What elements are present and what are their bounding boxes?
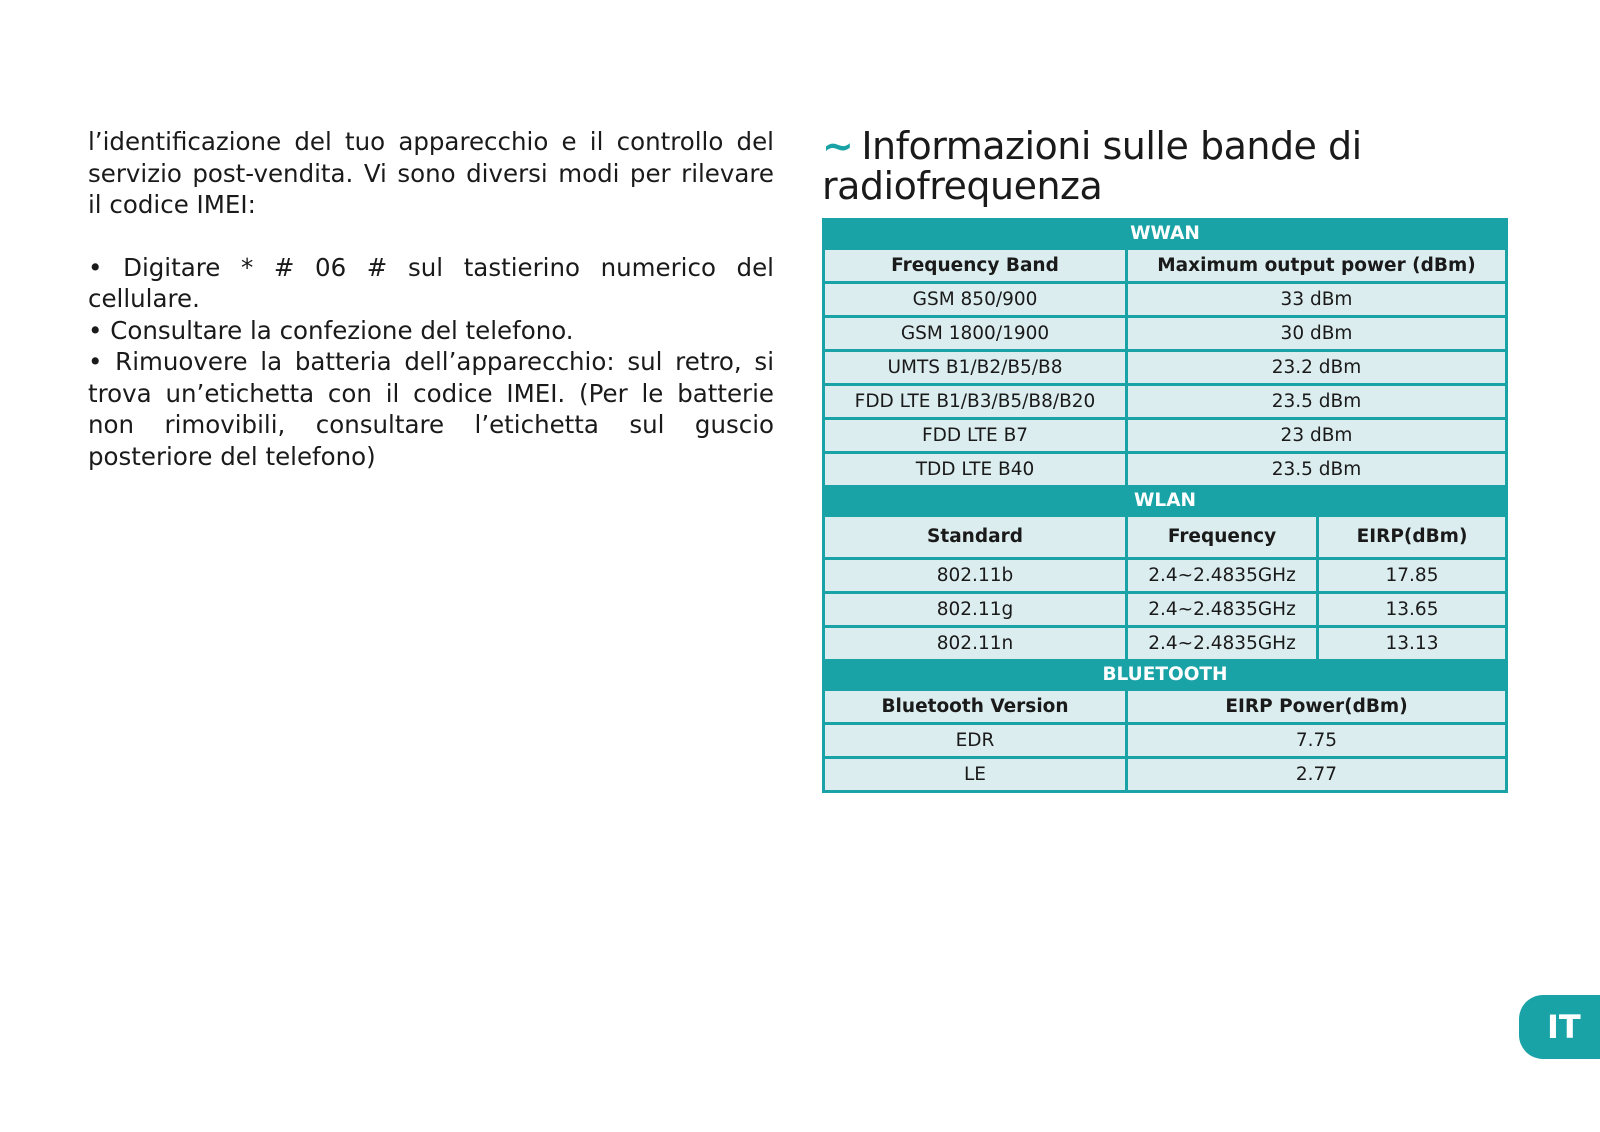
table-row [824,758,1507,792]
wwan-power-cell: 30 dBm [1127,317,1507,351]
wlan-section-label: WLAN [824,487,1507,516]
intro-paragraph: l’identificazione del tuo apparecchio e il controllo del servizio post-vendita. Vi sono diversi modi per rilevare il codice IMEI: [88,127,774,219]
section-title [822,126,1505,206]
wwan-header-max-power: Maximum output power (dBm) [1127,249,1507,283]
wlan-eirp-cell: 13.13 [1318,627,1507,661]
wlan-header-standard: Standard [824,516,1127,559]
table-row [824,593,1507,627]
bullet-remove-battery: • Rimuovere la batteria dell’apparecchio: sul retro, si trova un’etichetta con il codice IMEI. (Per le batterie non rimovibili, consultare l’etichetta sul guscio posteriore del telefono) [88,347,774,471]
wlan-frequency-cell: 2.4~2.4835GHz [1127,559,1318,593]
bullet-dial-code: • Digitare * # 06 # sul tastierino numerico del cellulare. [88,252,774,313]
table-row [824,351,1507,385]
imei-text-column [88,126,774,472]
wwan-band-cell: FDD LTE B1/B3/B5/B8/B20 [824,385,1127,419]
bluetooth-section-label: BLUETOOTH [824,661,1507,690]
bullet-check-box: • Consultare la confezione del telefono. [88,315,574,345]
wlan-eirp-cell: 13.65 [1318,593,1507,627]
wlan-frequency-cell: 2.4~2.4835GHz [1127,593,1318,627]
wwan-power-cell: 23 dBm [1127,419,1507,453]
table-row [824,317,1507,351]
wwan-power-cell: 33 dBm [1127,283,1507,317]
tilde-icon: ~ [822,124,854,168]
wwan-power-cell: 23.5 dBm [1127,453,1507,487]
table-row [824,453,1507,487]
table-row [824,627,1507,661]
wwan-band-cell: GSM 850/900 [824,283,1127,317]
table-row [824,724,1507,758]
paragraph-spacer [88,221,774,252]
wlan-standard-cell: 802.11b [824,559,1127,593]
section-title-text: Informazioni sulle bande di radiofrequenza [822,124,1362,208]
rf-info-section [822,126,1505,793]
wlan-frequency-cell: 2.4~2.4835GHz [1127,627,1318,661]
wwan-power-cell: 23.5 dBm [1127,385,1507,419]
bt-power-cell: 7.75 [1127,724,1507,758]
wwan-header-frequency-band: Frequency Band [824,249,1127,283]
wlan-header-frequency: Frequency [1127,516,1318,559]
bt-version-cell: LE [824,758,1127,792]
rf-bands-table [822,218,1508,793]
table-row [824,419,1507,453]
wwan-band-cell: UMTS B1/B2/B5/B8 [824,351,1127,385]
bt-power-cell: 2.77 [1127,758,1507,792]
bt-header-eirp-power: EIRP Power(dBm) [1127,690,1507,724]
wlan-standard-cell: 802.11g [824,593,1127,627]
language-badge: IT [1519,995,1600,1059]
wwan-band-cell: FDD LTE B7 [824,419,1127,453]
wwan-power-cell: 23.2 dBm [1127,351,1507,385]
table-row [824,385,1507,419]
wlan-eirp-cell: 17.85 [1318,559,1507,593]
bt-version-cell: EDR [824,724,1127,758]
wlan-standard-cell: 802.11n [824,627,1127,661]
wlan-header-eirp: EIRP(dBm) [1318,516,1507,559]
wwan-section-label: WWAN [824,220,1507,249]
table-row [824,283,1507,317]
table-row [824,559,1507,593]
wwan-band-cell: GSM 1800/1900 [824,317,1127,351]
wwan-band-cell: TDD LTE B40 [824,453,1127,487]
bt-header-version: Bluetooth Version [824,690,1127,724]
